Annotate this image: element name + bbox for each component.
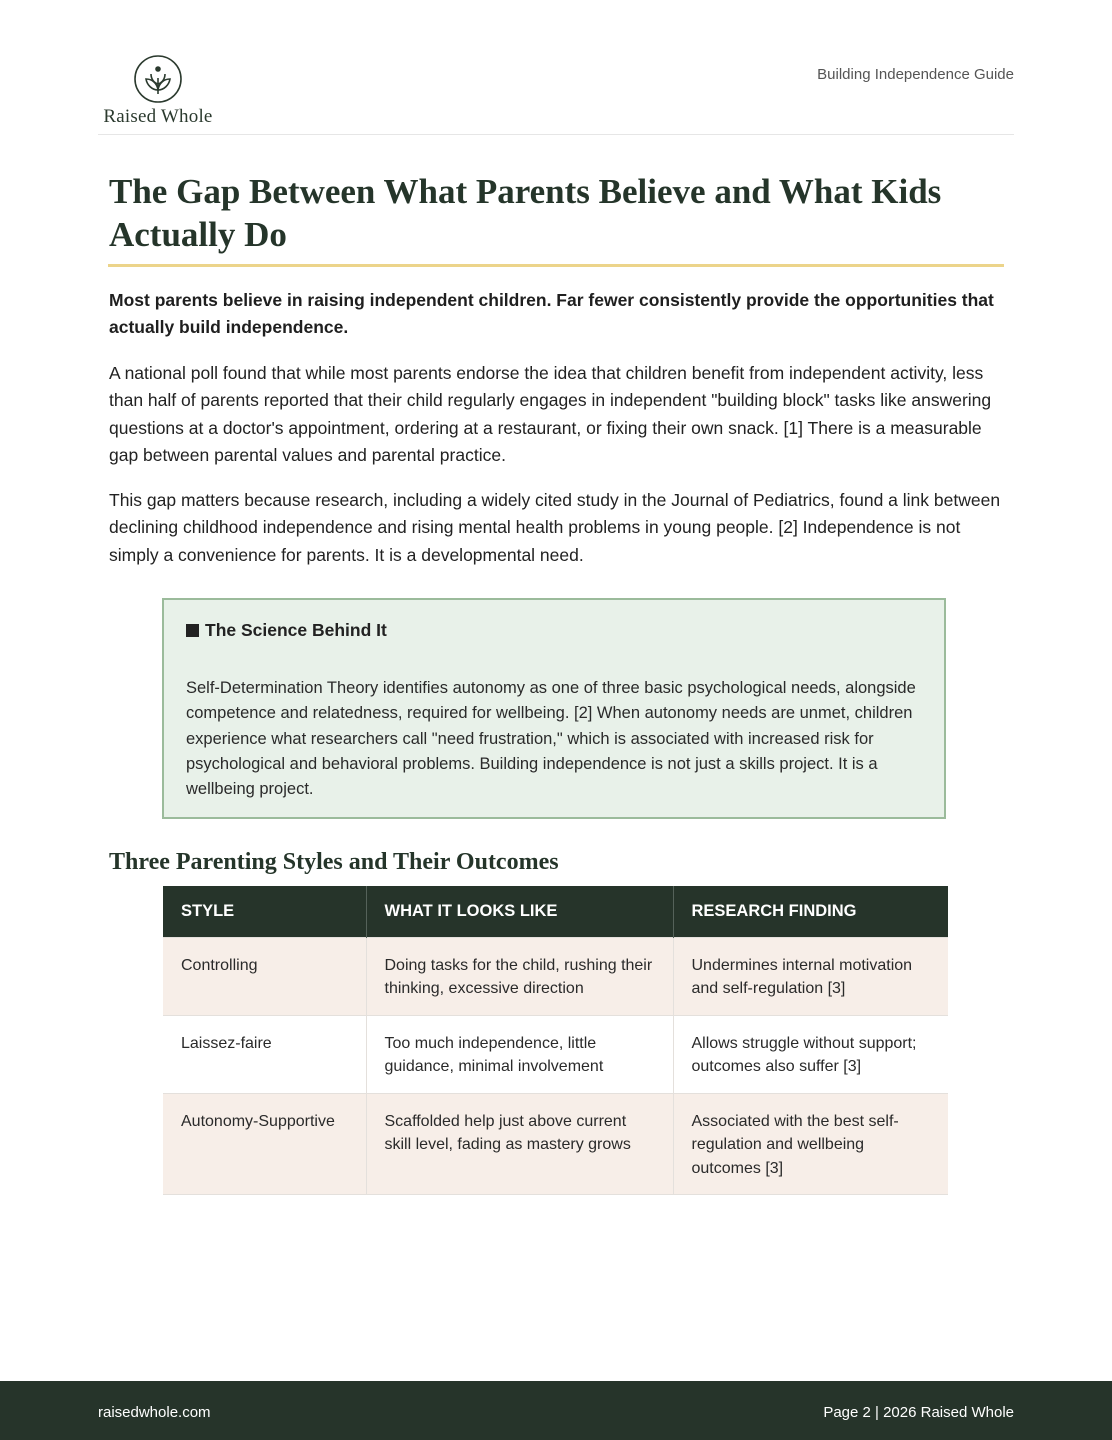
body-paragraph-poll: A national poll found that while most parents endorse the idea that children benefit from independent activity, less than half of parents reported that their child regularly engages in independent "building block" tasks like answering questions at a doctor's appointment, ordering at a restaurant, or fixing their own snack. [1] There is a measurable gap between parental values and parental practice. bbox=[109, 363, 992, 465]
table-cell: Undermines internal motivation and self-regulation [3] bbox=[673, 937, 948, 1015]
sprout-logo-icon bbox=[133, 54, 183, 104]
section-title: Three Parenting Styles and Their Outcomes bbox=[109, 849, 559, 875]
page-footer bbox=[0, 1381, 1112, 1440]
brand-name: Raised Whole bbox=[103, 106, 213, 127]
lead-paragraph: Most parents believe in raising independent children. Far fewer consistently provide the opportunities that actually build independence. bbox=[109, 290, 994, 337]
table-cell: Associated with the best self-regulation and wellbeing outcomes [3] bbox=[673, 1093, 948, 1195]
footer-website-link[interactable]: raisedwhole.com bbox=[98, 1404, 211, 1421]
callout-body: Self-Determination Theory identifies autonomy as one of three basic psychological needs, alongside competence and relatedness, required for wellbeing. [2] When autonomy needs are unmet, children experience what researchers call "need frustration," which is associated with increased risk for psychological and behavioral problems. Building independence is not just a skills project. It is a wellbeing project. bbox=[186, 679, 916, 799]
title-underline bbox=[108, 264, 1004, 267]
table-cell: Scaffolded help just above current skill level, fading as mastery grows bbox=[366, 1093, 673, 1195]
table-cell: Autonomy-Supportive bbox=[163, 1093, 366, 1195]
table-cell: Allows struggle without support; outcomes also suffer [3] bbox=[673, 1015, 948, 1093]
table-row bbox=[163, 1093, 948, 1195]
footer-page-info: Page 2 | 2026 Raised Whole bbox=[823, 1404, 1014, 1421]
column-header-finding: RESEARCH FINDING bbox=[673, 886, 948, 937]
parenting-styles-table bbox=[163, 886, 948, 1195]
guide-title: Building Independence Guide bbox=[817, 66, 1014, 83]
brand-logo bbox=[98, 54, 218, 128]
column-header-looks-like: WHAT IT LOOKS LIKE bbox=[366, 886, 673, 937]
science-callout-box bbox=[162, 598, 946, 819]
callout-heading bbox=[186, 620, 387, 641]
page-header bbox=[98, 0, 1014, 135]
square-bullet-icon bbox=[186, 624, 199, 637]
column-header-style: STYLE bbox=[163, 886, 366, 937]
table-cell: Laissez-faire bbox=[163, 1015, 366, 1093]
table-cell: Controlling bbox=[163, 937, 366, 1015]
table-cell: Doing tasks for the child, rushing their thinking, excessive direction bbox=[366, 937, 673, 1015]
callout-heading-text: The Science Behind It bbox=[205, 620, 387, 640]
table-row bbox=[163, 937, 948, 1015]
body-paragraph-gap: This gap matters because research, including a widely cited study in the Journal of Pediatrics, found a link between declining childhood independence and rising mental health problems in young people. [2] Independence is not simply a convenience for parents. It is a developmental need. bbox=[109, 490, 1001, 565]
table-row bbox=[163, 1015, 948, 1093]
page-title: The Gap Between What Parents Believe and What Kids Actually Do bbox=[109, 172, 942, 254]
table-header-row bbox=[163, 886, 948, 937]
table-cell: Too much independence, little guidance, minimal involvement bbox=[366, 1015, 673, 1093]
